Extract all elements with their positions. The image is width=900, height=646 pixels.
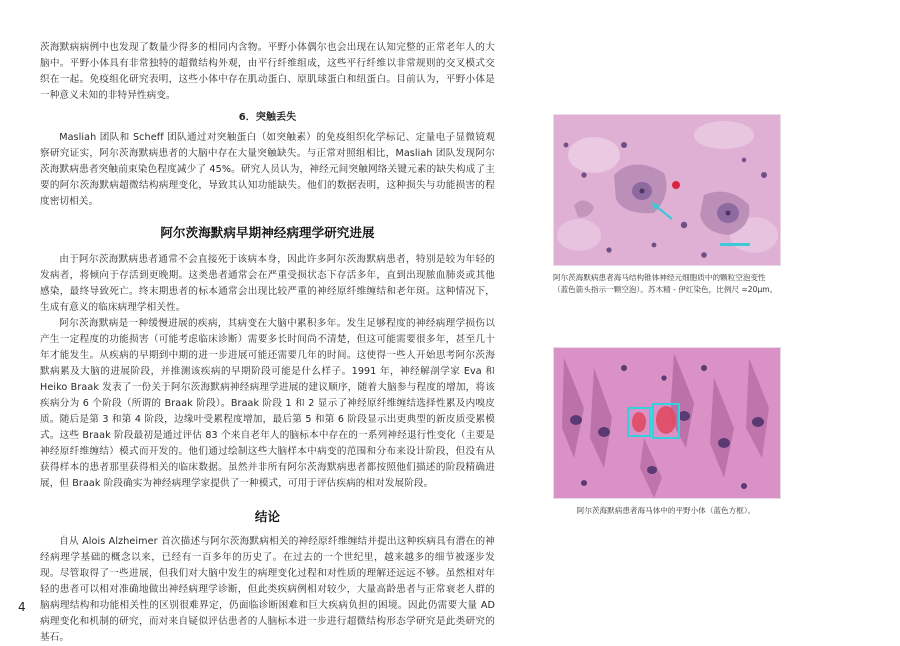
early-stage-paragraph-1: 由于阿尔茨海默病患者通常不会直接死于该病本身，因此许多阿尔茨海默病患者，特别是较为年轻的发病者，将倾向于存活到更晚期。这类患者通常会在严重受损状态下存活多年，直到出现脓血肺炎或其他感染，最终导致死亡。终末期患者的标本通常会出现比较严重的神经原纤维缠结和老年斑。这种情况下，生成有意义的临床病理学相关性。 (40, 254, 495, 313)
intro-paragraph: 茨海默病病例中也发现了数量少得多的相同内含物。平野小体偶尔也会出现在认知完整的正常老年人的大脑中。平野小体具有非常独特的超微结构外观，由平行纤维组成，这些平行纤维以非常规则的交叉模式交织在一起。免疫组化研究表明，这些小体中存在肌动蛋白、原肌球蛋白和纽蛋白。目前认为，平野小体是一种意义未知的非特异性病变。 (40, 42, 495, 101)
conclusion-heading: 结论 (254, 509, 281, 524)
figure-1-micrograph (553, 114, 781, 266)
figure-1-caption: 阿尔茨海默病患者海马结构锥体神经元细胞质中的颗粒空泡变性（蓝色箭头指示一颗空泡）。苏木精 - 伊红染色，比例尺 =20μm。 (553, 273, 778, 294)
figure-1 (553, 114, 779, 295)
conclusion-paragraph: 自从 Alois Alzheimer 首次描述与阿尔茨海默病相关的神经原纤维缠结并提出这种疾病具有潜在的神经病理学基础的概念以来，已经有一百多年的历史了。在过去的一个世纪里，越来越多的细节被逐步发现。尽管取得了一些进展，但我们对大脑中发生的病理变化过程和对性质的理解还远远不够。虽然相对年轻的患者可以相对准确地做出神经病理学诊断，但此类疾病例相对较少，大量高龄患者与正常衰老人群的脑病理结构和功能相关性的区别很难界定，仍面临诊断困难和巨大疾病负担的困境。因此仍需要大量 AD 病理变化和机制的研究，而对来自疑似评估患者的人脑标本进一步进行超微结构形态学研究是此类研究的基石。 (40, 536, 495, 643)
figure-2 (553, 347, 779, 517)
early-stage-heading: 阿尔茨海默病早期神经病理学研究进展 (160, 225, 375, 240)
section-6-heading: 6．突触丢失 (238, 112, 297, 123)
figure-2-caption: 阿尔茨海默病患者海马体中的平野小体（蓝色方框）。 (576, 506, 756, 515)
figure-2-svg (554, 348, 780, 498)
main-text-column (40, 40, 495, 646)
section-6-paragraph: Masliah 团队和 Scheff 团队通过对突触蛋白（如突触素）的免疫组织化学标记、定量电子显微镜观察研究证实，阿尔茨海默病患者的大脑中存在大量突触缺失。与正常对照组相比，Masliah 团队发现阿尔茨海默病患者突触前束染色程度减少了 45%。研究人员认为，神经元间突触网络关键元素的缺失构成了主要的阿尔茨海默病超微结构病理变化，导致其认知功能缺失。他们的数据表明，这种损失与功能损害的程度密切相关。 (40, 132, 495, 207)
figure-1-svg (554, 115, 780, 265)
figure-2-micrograph (553, 347, 781, 499)
early-stage-paragraph-2: 阿尔茨海默病是一种缓慢进展的疾病，其病变在大脑中累积多年。发生足够程度的神经病理学损伤以产生一定程度的功能损害（可能考虑临床诊断）需要多长时间尚不清楚，但这可能需要很多年，甚至几十年才能发生。从疾病的早期到中期的进一步进展可能还需要几年的时间。这使得一些人开始思考阿尔茨海默病累及大脑的进展阶段，并推测该疾病的早期阶段可能是什么样子。1991 年，神经解剖学家 Eva 和 Heiko Braak 发表了一份关于阿尔茨海默病神经病理学进展的建议顺序，随着大脑参与程度的增加，将该疾病分为 6 个阶段（所谓的 Braak 阶段）。Braak 阶段 1 和 2 显示了神经原纤维缠结选择性累及内嗅皮质。随后是第 3 和第 4 阶段，边缘叶受累程度增加，最后第 5 和第 6 阶段显示出更典型的新皮质受累模式。这些 Braak 阶段最初是通过评估 83 个来自老年人的脑标本中存在的一系列神经退行性变化（主要是神经原纤维缠结）模式而开发的。他们通过绘制这些大脑样本中病变的范围和分布来设计阶段，但没有从获得样本的患者那里获得相关的临床数据。虽然并非所有阿尔茨海默病患者都按照他们描述的阶段精确进展，但 Braak 阶段确实为神经病理学家提供了一种模式，可用于评估疾病的相对发展阶段。 (40, 318, 495, 489)
page-number: 4 (18, 600, 26, 614)
